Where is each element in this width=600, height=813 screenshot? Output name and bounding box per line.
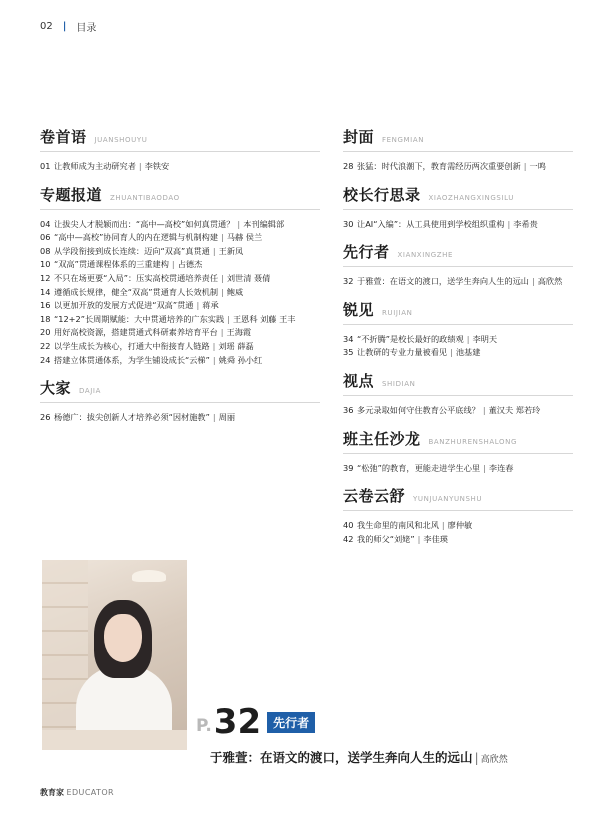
entry-author: 蒋承 <box>202 300 219 311</box>
section-divider <box>343 395 573 396</box>
toc-entry[interactable] <box>343 404 573 418</box>
section-header <box>343 370 573 392</box>
entry-page-number: 26 <box>40 412 51 423</box>
section-pinyin: XIAOZHANGXINGSILU <box>428 193 514 202</box>
entry-separator: | <box>227 313 230 324</box>
entry-separator: | <box>212 340 216 351</box>
toc-entry[interactable] <box>343 218 573 232</box>
section-divider <box>343 151 573 152</box>
entry-separator: | <box>221 232 224 243</box>
feature-author: 高欣然 <box>480 755 508 765</box>
section-divider <box>40 209 320 210</box>
section-header <box>343 184 573 206</box>
footer-brand: 教育家 <box>40 788 64 797</box>
section-header <box>343 241 573 263</box>
section-title: 视点 <box>343 371 375 390</box>
entry-page-number: 01 <box>40 161 51 171</box>
toc-entry[interactable] <box>343 160 573 174</box>
toc-section <box>343 370 573 418</box>
entry-page-number: 16 <box>40 300 51 311</box>
section-pinyin: RUIJIAN <box>382 308 413 317</box>
section-title: 校长行思录 <box>343 185 421 204</box>
toc-entry[interactable] <box>40 340 320 354</box>
entry-page-number: 34 <box>343 333 354 344</box>
entry-author: 王恩科 刘藤 王丰 <box>232 313 296 324</box>
entry-author: 姚舜 孙小红 <box>218 354 263 365</box>
cover-photo <box>42 560 187 750</box>
toc-entry[interactable] <box>40 258 320 272</box>
toc-entry[interactable] <box>40 299 320 313</box>
entry-author: 董汉夫 郑若玲 <box>488 404 541 415</box>
toc-section <box>343 299 573 360</box>
toc-section <box>343 126 573 174</box>
entry-author: 本刊编辑部 <box>243 218 285 229</box>
entry-title: 多元录取如何守住教育公平底线？ <box>357 404 480 415</box>
entry-separator: | <box>196 300 200 311</box>
photo-desk <box>42 730 187 750</box>
entry-author: 李连春 <box>488 462 514 473</box>
toc-left-column <box>40 126 320 435</box>
section-header <box>40 377 320 399</box>
entry-author: 李希贵 <box>513 218 538 229</box>
header-separator: | <box>62 21 67 32</box>
entry-page-number: 06 <box>40 232 51 243</box>
entry-separator: | <box>507 218 511 229</box>
entry-title: “高中—高校”协同育人的内在逻辑与机制构建 <box>54 232 219 243</box>
entry-page-number: 22 <box>40 340 51 351</box>
entry-page-number: 42 <box>343 533 354 544</box>
feature-title-text: 于雅萱：在语文的渡口，送学生奔向人生的远山 <box>210 750 473 765</box>
entry-separator: | <box>482 404 486 415</box>
section-pinyin: BANZHURENSHALONG <box>428 437 517 446</box>
toc-entry[interactable] <box>40 354 320 368</box>
entry-author: 廖仲敏 <box>447 520 473 531</box>
entry-page-number: 39 <box>343 462 354 473</box>
feature-column-tag: 先行者 <box>267 712 315 733</box>
entry-title: 以学生成长为核心，打通大中衔接育人链路 <box>54 340 210 351</box>
entry-page-number: 32 <box>343 276 354 287</box>
entry-title: 搭建立体贯通体系，为学生铺设成长“云梯” <box>54 354 210 365</box>
entry-page-number: 20 <box>40 327 51 338</box>
toc-entry[interactable] <box>40 272 320 286</box>
page-number: 02 <box>40 21 53 32</box>
section-pinyin: FENGMIAN <box>382 136 425 144</box>
entry-author: 王海霞 <box>226 327 252 338</box>
entry-title: 于雅萱：在语文的渡口，送学生奔向人生的远山 <box>357 276 529 287</box>
entry-separator: | <box>450 347 453 358</box>
entry-title: 让拔尖人才脱颖而出：“高中—高校”如何真贯通？ <box>54 218 235 229</box>
section-divider <box>343 209 573 210</box>
entry-page-number: 12 <box>40 272 51 283</box>
toc-entry[interactable] <box>40 313 320 327</box>
entry-title: 让AI“入编”：从工具使用到学校组织重构 <box>357 218 505 229</box>
entry-title: 从学段衔接到成长连续：迈向“双高”真贯通 <box>54 245 210 256</box>
entry-title: 用好高校资源，搭建贯通式科研素养培育平台 <box>54 327 218 338</box>
entry-title: 让教师成为主动研究者 <box>54 161 136 171</box>
entry-author: 李铁安 <box>144 161 170 171</box>
entry-page-number: 18 <box>40 313 51 324</box>
entry-title: “松弛”的教育，更能走进学生心里 <box>357 462 481 473</box>
entry-page-number: 24 <box>40 354 51 365</box>
toc-entry[interactable] <box>343 462 573 476</box>
page-footer <box>40 787 114 798</box>
toc-section <box>343 485 573 546</box>
toc-entry[interactable] <box>343 519 573 533</box>
section-divider <box>343 510 573 511</box>
entry-separator: | <box>212 245 216 256</box>
entry-title: 不只在场更要“入局”：压实高校贯通培养责任 <box>54 272 219 283</box>
entry-author: 一鸣 <box>529 161 546 171</box>
entry-title: 我生命里的南风和北风 <box>357 520 439 531</box>
entry-title: “不折腾”是校长最好的政绩观 <box>357 333 464 344</box>
entry-author: 鲍威 <box>226 286 244 297</box>
entry-page-number: 28 <box>343 161 354 171</box>
toc-section <box>343 184 573 232</box>
entry-title: “12+2”长周期赋能：大中贯通培养的广东实践 <box>54 313 225 324</box>
toc-entry[interactable] <box>40 326 320 340</box>
feature-bar: | <box>474 750 479 765</box>
toc-entry[interactable] <box>343 275 573 289</box>
entry-author: 周丽 <box>218 412 236 423</box>
toc-entry[interactable] <box>40 231 320 245</box>
toc-entry[interactable] <box>40 245 320 259</box>
entry-separator: | <box>237 218 241 229</box>
entry-separator: | <box>483 462 486 473</box>
section-header <box>40 184 320 206</box>
entry-separator: | <box>212 354 216 365</box>
section-pinyin: XIANXINGZHE <box>397 251 454 260</box>
entry-title: 我的师父“刘姥” <box>357 533 415 544</box>
footer-brand-en: EDUCATOR <box>66 788 114 797</box>
toc-section <box>343 428 573 476</box>
entry-author: 刘世清 聂倩 <box>226 272 271 283</box>
entry-page-number: 36 <box>343 404 354 415</box>
section-pinyin: JUANSHOUYU <box>94 136 148 144</box>
entry-page-number: 40 <box>343 520 354 531</box>
entry-author: 高欣然 <box>537 276 563 287</box>
entry-title: 张猛：时代浪潮下，教育需经历两次重要创新 <box>357 161 521 171</box>
section-title: 大家 <box>40 379 72 398</box>
entry-separator: | <box>221 272 224 283</box>
toc-section <box>40 377 320 425</box>
entry-author: 李佳瑛 <box>423 533 448 544</box>
feature-title[interactable] <box>210 748 508 766</box>
photo-face <box>104 614 142 662</box>
toc-section <box>40 126 320 174</box>
section-divider <box>343 453 573 454</box>
section-title: 封面 <box>343 128 375 146</box>
toc-entry[interactable] <box>40 160 320 174</box>
toc-entry[interactable] <box>40 286 320 300</box>
entry-separator: | <box>220 327 224 338</box>
toc-section <box>40 184 320 368</box>
section-divider <box>40 402 320 403</box>
entry-page-number: 04 <box>40 218 51 229</box>
entry-author: 刘瑶 薛磊 <box>218 340 254 351</box>
entry-separator: | <box>417 533 421 544</box>
section-pinyin: DAJIA <box>79 387 101 396</box>
section-title: 卷首语 <box>40 128 87 146</box>
section-title: 班主任沙龙 <box>343 429 421 448</box>
entry-title: “双高”贯通课程体系的三重建构 <box>54 259 169 270</box>
entry-separator: | <box>221 286 224 297</box>
section-divider <box>343 324 573 325</box>
section-header <box>343 299 573 321</box>
entry-separator: | <box>212 412 216 423</box>
entry-separator: | <box>171 259 175 270</box>
header-title: 目录 <box>76 23 97 34</box>
entry-page-number: 30 <box>343 218 354 229</box>
section-header <box>40 126 320 148</box>
feature-page-number: 32 <box>213 702 262 742</box>
section-header <box>343 485 573 507</box>
section-header <box>343 126 573 148</box>
entry-separator: | <box>466 333 470 344</box>
entry-author: 李明天 <box>472 333 498 344</box>
section-pinyin: YUNJUANYUNSHU <box>413 495 483 504</box>
feature-p-label: P. <box>196 716 212 736</box>
toc-section <box>343 241 573 289</box>
toc-entry[interactable] <box>40 411 320 425</box>
entry-author: 马赫 侯兰 <box>226 232 263 243</box>
entry-separator: | <box>531 276 535 287</box>
toc-right-column <box>343 126 573 556</box>
section-title: 专题报道 <box>40 185 103 204</box>
toc-entry[interactable] <box>343 333 573 347</box>
entry-author: 王新凤 <box>218 245 244 256</box>
photo-lamp <box>132 570 166 582</box>
entry-author: 占德杰 <box>177 259 203 270</box>
toc-entry[interactable] <box>40 218 320 232</box>
page-header <box>40 19 96 34</box>
entry-title: 让教研的专业力量被看见 <box>357 347 448 358</box>
section-title: 先行者 <box>343 243 390 262</box>
entry-page-number: 10 <box>40 259 51 270</box>
entry-separator: | <box>441 520 445 531</box>
section-divider <box>343 266 573 267</box>
section-divider <box>40 151 320 152</box>
section-title: 锐见 <box>343 300 375 319</box>
section-title: 云卷云舒 <box>343 487 406 506</box>
feature-label[interactable] <box>196 702 315 742</box>
entry-author: 池基建 <box>455 347 481 358</box>
toc-entry[interactable] <box>343 346 573 360</box>
entry-separator: | <box>138 161 142 171</box>
section-header <box>343 428 573 450</box>
entry-title: 杨德广：拔尖创新人才培养必须“因材施教” <box>54 412 210 423</box>
entry-separator: | <box>523 161 527 171</box>
toc-entry[interactable] <box>343 533 573 547</box>
entry-page-number: 08 <box>40 245 51 256</box>
entry-page-number: 14 <box>40 286 51 297</box>
section-pinyin: SHIDIAN <box>382 379 416 388</box>
entry-title: 以更加开放的发展方式促进“双高”贯通 <box>54 300 194 311</box>
entry-page-number: 35 <box>343 347 354 358</box>
section-pinyin: ZHUANTIBAODAO <box>110 193 180 202</box>
entry-title: 遵循成长规律，健全“双高”贯通育人长效机制 <box>54 286 219 297</box>
